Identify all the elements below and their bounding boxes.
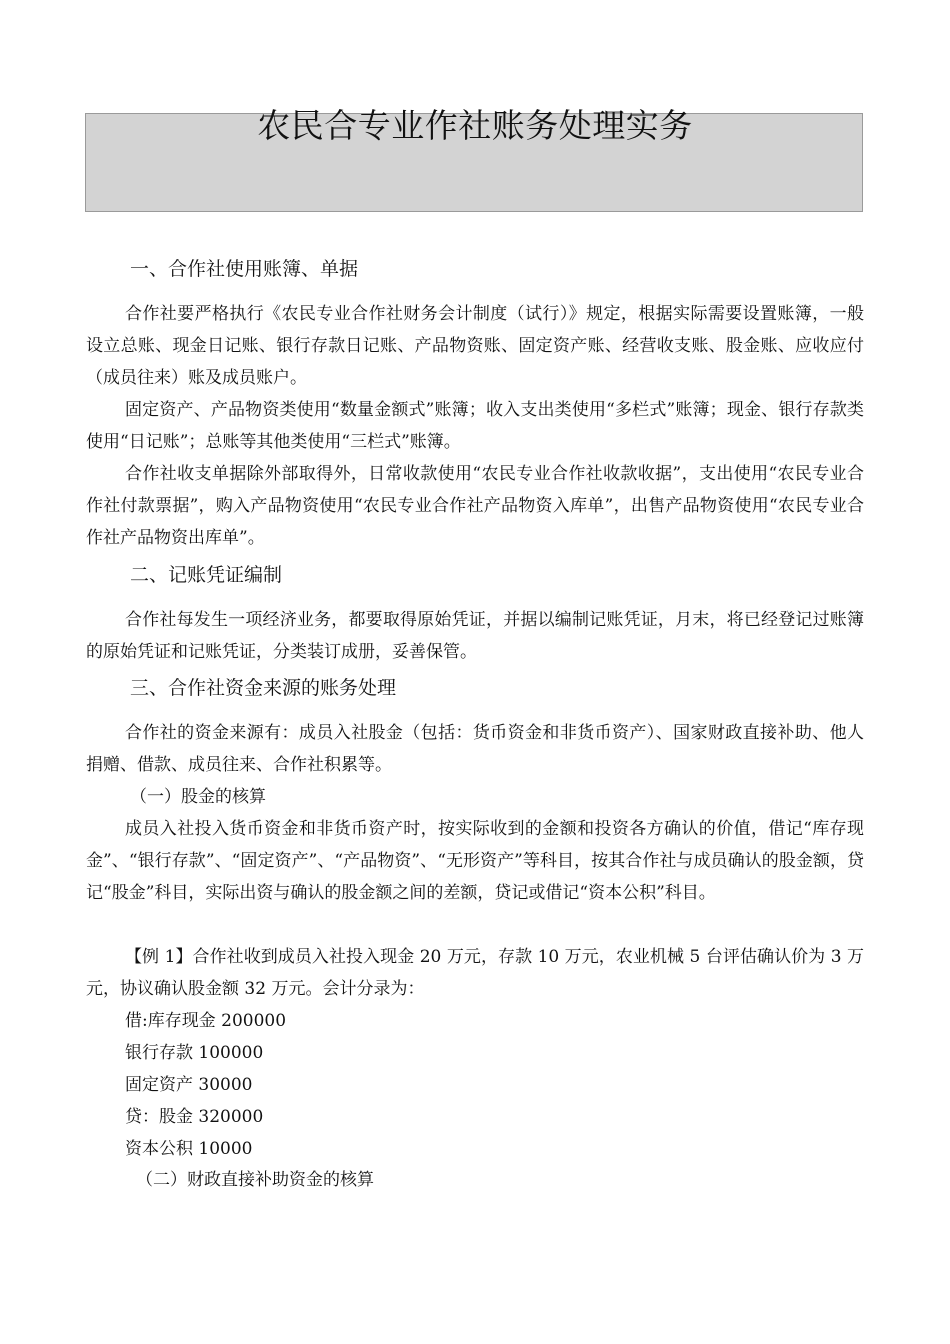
subsection-heading-share-capital: （一）股金的核算	[130, 787, 266, 807]
section-heading-3: 三、合作社资金来源的账务处理	[130, 677, 397, 699]
section-heading-2: 二、记账凭证编制	[130, 564, 283, 586]
document-title: 农民合专业作社账务处理实务	[257, 106, 693, 145]
journal-entry-line: 银行存款 100000	[125, 1043, 264, 1063]
paragraph-receipts: 合作社收支单据除外部取得外，日常收款使用“农民专业合作社收款收据”，支出使用“农民专业合作社付款票据”，购入产品物资使用“农民专业合作社产品物资入库单”，出售产品物资使用“农民专业合作社产品物资出库单”。	[86, 464, 864, 548]
paragraph-vouchers: 合作社每发生一项经济业务，都要取得原始凭证，并据以编制记账凭证，月末，将已经登记过账簿的原始凭证和记账凭证，分类装订成册，妥善保管。	[86, 610, 864, 662]
paragraph-example-1: 【例 1】合作社收到成员入社投入现金 20 万元，存款 10 万元，农业机械 5 台评估确认价为 3 万元，协议确认股金额 32 万元。会计分录为：	[86, 947, 864, 999]
journal-entry-line: 贷：股金 320000	[125, 1107, 264, 1127]
journal-entry-line: 固定资产 30000	[125, 1075, 253, 1095]
paragraph-share-capital: 成员入社投入货币资金和非货币资产时，按实际收到的金额和投资各方确认的价值，借记“库存现金”、“银行存款”、“固定资产”、“产品物资”、“无形资产”等科目，按其合作社与成员确认的股金额，贷记“股金”科目，实际出资与确认的股金额之间的差额，贷记或借记“资本公积”科目。	[86, 819, 864, 903]
subsection-heading-fiscal-subsidy: （二）财政直接补助资金的核算	[136, 1170, 374, 1190]
paragraph-ledgers: 合作社要严格执行《农民专业合作社财务会计制度（试行）》规定，根据实际需要设置账簿，一般设立总账、现金日记账、银行存款日记账、产品物资账、固定资产账、经营收支账、股金账、应收应付（成员往来）账及成员账户。	[86, 304, 864, 388]
journal-entry-line: 借:库存现金 200000	[125, 1011, 287, 1031]
journal-entry-line: 资本公积 10000	[125, 1139, 253, 1159]
paragraph-ledger-types: 固定资产、产品物资类使用“数量金额式”账簿；收入支出类使用“多栏式”账簿；现金、银行存款类使用“日记账”；总账等其他类使用“三栏式”账簿。	[86, 400, 864, 452]
paragraph-fund-sources: 合作社的资金来源有：成员入社股金（包括：货币资金和非货币资产）、国家财政直接补助、他人捐赠、借款、成员往来、合作社积累等。	[86, 723, 864, 775]
section-heading-1: 一、合作社使用账簿、单据	[130, 258, 359, 280]
